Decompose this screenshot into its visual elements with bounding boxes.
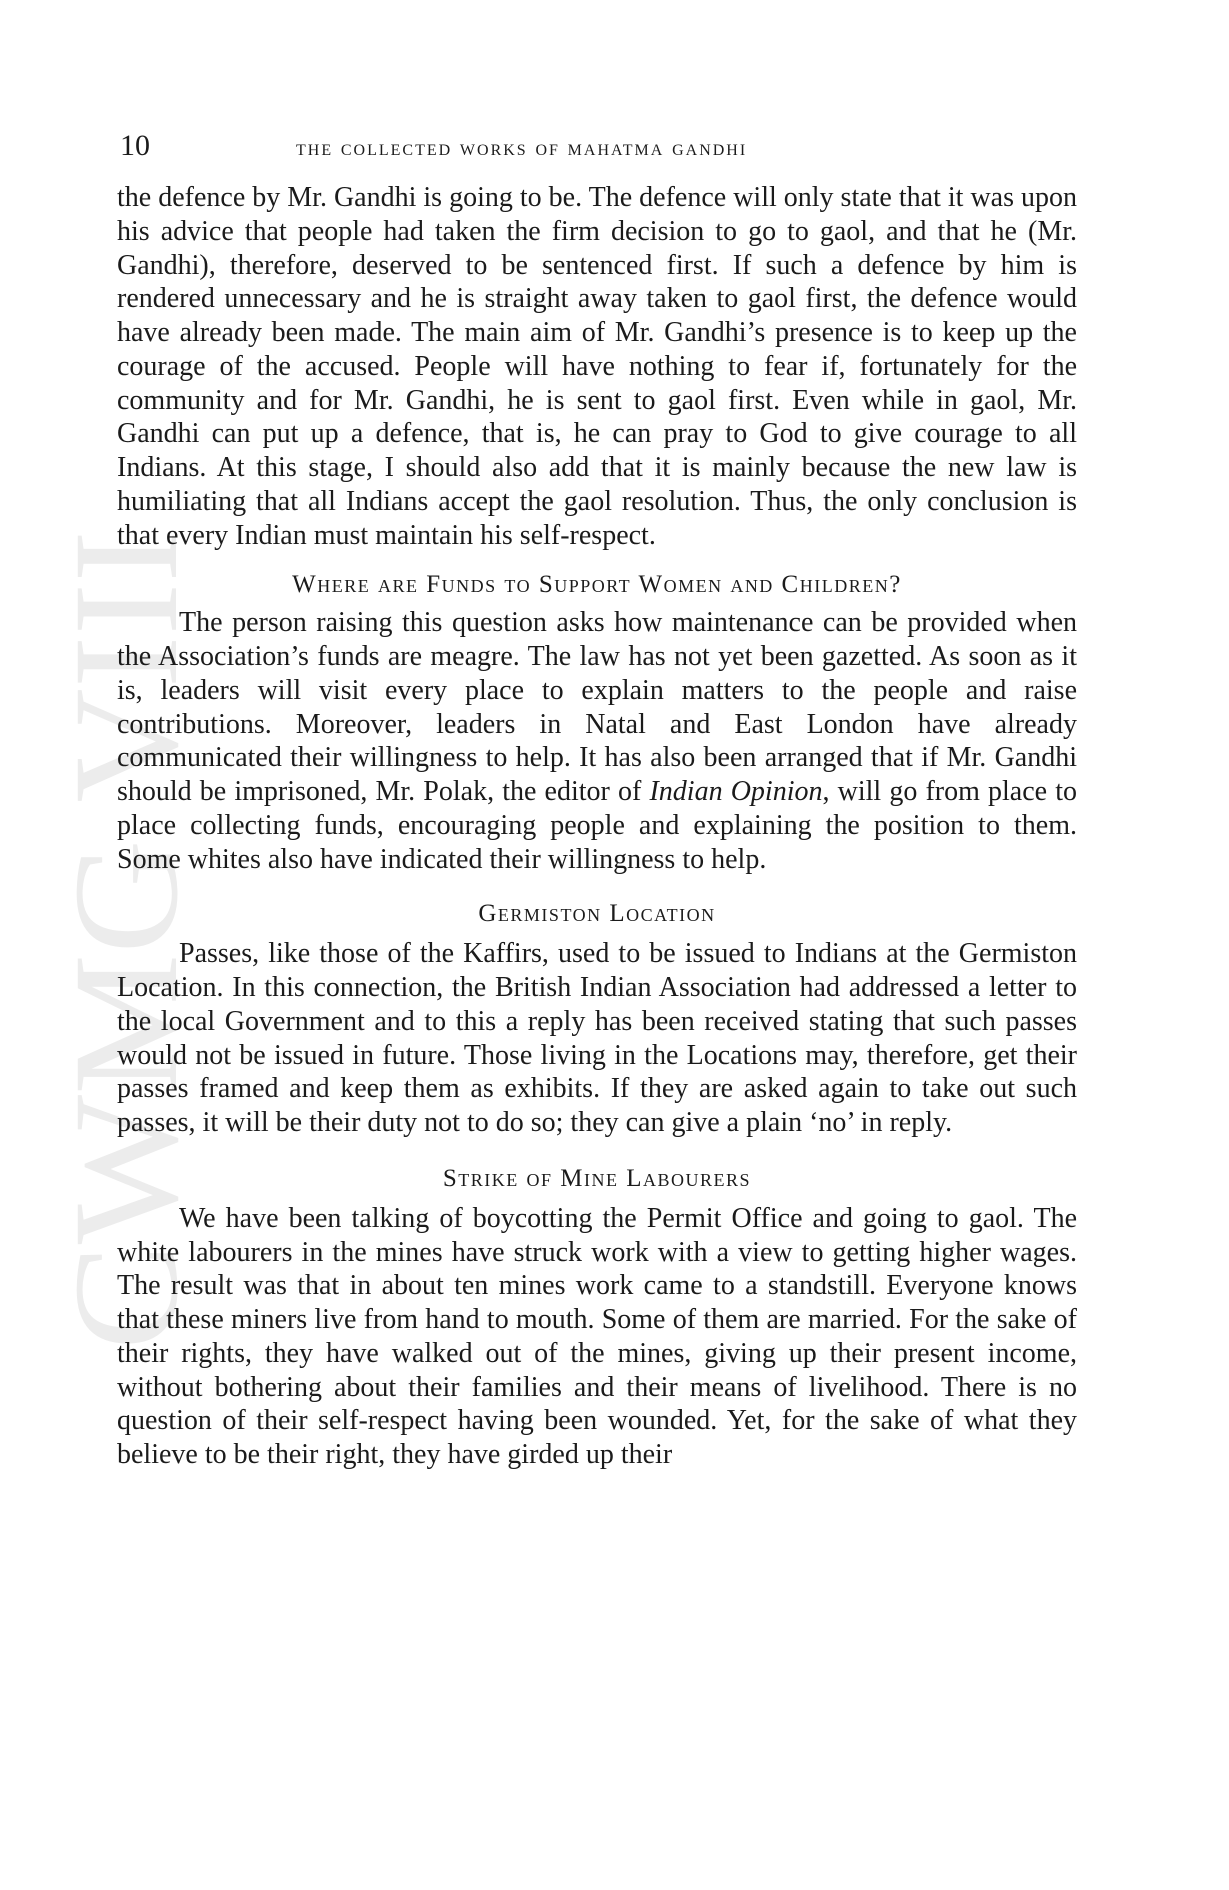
section-heading-strike: Strike of Mine Labourers <box>442 1164 752 1192</box>
funds-text-part2: , will go from place to place collecting funds, encouraging people and explaining the position to them. Some whites also have indicated their willingness to help. <box>117 776 1078 875</box>
funds-text-part1: The person raising this question asks how maintenance can be provided when the Association’s funds are meagre. The law has not yet been gazetted. As soon as it is, leaders will visit every place to explain matters to the people and raise contributions. Moreover, leaders in Natal and East London have already communicated their willingness to help. It has also been arranged that if Mr. Gandhi should be imprisoned, Mr. Polak, the editor of <box>117 607 1077 807</box>
strike-paragraph: We have been talking of boycotting the Permit Office and going to gaol. The white labourers in the mines have struck work with a view to getting higher wages. The result was that in about ten mines work came to a standstill. Everyone knows that these miners live from hand to mouth. Some of them are married. For the sake of their rights, they have walked out of the mines, giving up their present income, without bothering about their families and their means of livelihood. There is no question of their self-respect having been wounded. Yet, for the sake of what they believe to be their right, they have girded up their <box>117 1202 1077 1470</box>
watermark-text: CWMG VIII <box>43 573 209 1350</box>
body-text <box>117 181 1077 1472</box>
section-heading-funds: Where are Funds to Support Women and Children? <box>292 571 902 599</box>
page-header <box>120 126 1080 166</box>
newspaper-title: Indian Opinion <box>649 776 823 807</box>
funds-paragraph <box>117 606 1077 876</box>
opening-paragraph: the defence by Mr. Gandhi is going to be. The defence will only state that it was upon his advice that people had taken the firm decision to go to gaol, and that he (Mr. Gandhi), therefore, deserved to be sentenced first. If such a defence by him is rendered unnecessary and he is straight away taken to gaol first, the defence would have already been made. The main aim of Mr. Gandhi’s presence is to keep up the courage of the accused. People will have nothing to fear if, fortunately for the community and for Mr. Gandhi, he is sent to gaol first. Even while in gaol, Mr. Gandhi can put up a defence, that is, he can pray to God to give courage to all Indians. At this stage, I should also add that it is mainly because the new law is humiliating that all Indians accept the gaol resolution. Thus, the only conclusion is that every Indian must maintain his self-respect. <box>117 182 1077 551</box>
section-heading-germiston: Germiston Location <box>478 900 716 928</box>
page-number: 10 <box>120 129 150 162</box>
running-head: the collected works of mahatma gandhi <box>296 135 748 160</box>
germiston-paragraph: Passes, like those of the Kaffirs, used to be issued to Indians at the Germiston Location. In this connection, the British Indian Association had addressed a letter to the local Government and to this a reply has been received stating that such passes would not be issued in future. Those living in the Locations may, therefore, get their passes framed and keep them as exhibits. If they are asked again to take out such passes, it will be their duty not to do so; they can give a plain ‘no’ in reply. <box>117 938 1077 1138</box>
